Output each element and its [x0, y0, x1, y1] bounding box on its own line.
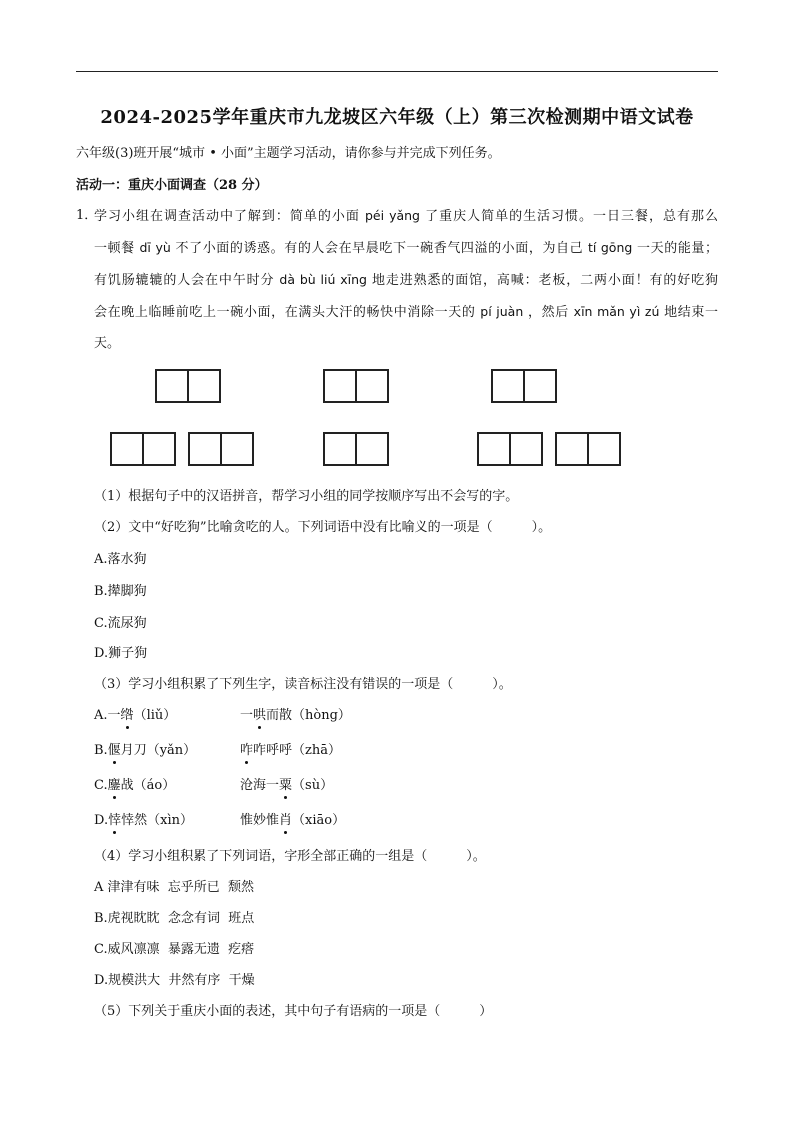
sub-question-5: （5）下列关于重庆小面的表述，其中句子有语病的一项是（ ）: [94, 1004, 493, 1019]
option-2b[interactable]: B.撵脚狗: [94, 584, 147, 599]
option-4b[interactable]: B.虎视眈眈 念念有词 班点: [94, 911, 255, 926]
option-3d-right[interactable]: 惟妙惟肖（xiāo）: [240, 813, 346, 828]
answer-box-7[interactable]: [477, 432, 543, 466]
pinyin-dabuliuxing: dà bù liú xīng: [279, 272, 367, 287]
passage-line-4: 会在晚上临睡前吃上一碗小面，在满头大汗的畅快中消除一天的 pí juàn ，然后 xīn mǎn yì zú 地结束一: [94, 304, 719, 320]
answer-box-2[interactable]: [323, 369, 389, 403]
sub-question-2: （2）文中“好吃狗”比喻贪吃的人。下列词语中没有比喻义的一项是（ ）。: [94, 520, 552, 535]
answer-box-8[interactable]: [555, 432, 621, 466]
answer-box-1[interactable]: [155, 369, 221, 403]
answer-box-3[interactable]: [491, 369, 557, 403]
pinyin-pijuan: pí juàn: [480, 304, 524, 319]
activity-heading: 活动一：重庆小面调查（28 分）: [76, 178, 268, 193]
option-3c-left[interactable]: C.鏖战（áo）: [94, 778, 176, 793]
intro-text: 六年级(3)班开展“城市 • 小面”主题学习活动，请你参与并完成下列任务。: [76, 146, 501, 161]
option-3c-right[interactable]: 沧海一粟（sù）: [240, 778, 334, 793]
option-4c[interactable]: C.威风凛凛 暴露无遗 疙瘩: [94, 942, 255, 957]
passage-line-3: 有饥肠辘辘的人会在中午时分 dà bù liú xīng 地走进熟悉的面馆，高喊：老板，二两小面！有的好吃狗: [94, 272, 718, 288]
header-rule: [76, 71, 718, 72]
option-2a[interactable]: A.落水狗: [94, 552, 147, 567]
option-2d[interactable]: D.狮子狗: [94, 646, 148, 661]
option-3b-right[interactable]: 咋咋呼呼（zhā）: [240, 743, 341, 758]
pinyin-peiyang: péi yǎng: [365, 208, 420, 223]
sub-question-3: （3）学习小组积累了下列生字，读音标注没有错误的一项是（ ）。: [94, 677, 512, 692]
option-3d-left[interactable]: D.悻悻然（xìn）: [94, 813, 193, 828]
passage-line-2: 一顿餐 dī yù 不了小面的诱惑。有的人会在早晨吃下一碗香气四溢的小面，为自己 tí gōng 一天的能量；: [94, 240, 718, 256]
pinyin-xinmanyizu: xīn mǎn yì zú: [573, 304, 660, 319]
option-4a[interactable]: A 津津有味 忘乎所已 颓然: [94, 880, 255, 895]
answer-box-5[interactable]: [188, 432, 254, 466]
sub-question-4: （4）学习小组积累了下列词语，字形全部正确的一组是（ ）。: [94, 849, 486, 864]
page-title: 2024-2025学年重庆市九龙坡区六年级（上）第三次检测期中语文试卷: [100, 107, 694, 128]
option-3a-left[interactable]: A.一绺（liǔ）: [94, 708, 177, 723]
pinyin-tigong: tí gōng: [587, 240, 633, 255]
option-2c[interactable]: C.流尿狗: [94, 616, 147, 631]
sub-question-1: （1）根据句子中的汉语拼音，帮学习小组的同学按顺序写出不会写的字。: [94, 489, 519, 504]
answer-box-6[interactable]: [323, 432, 389, 466]
option-3b-left[interactable]: B.偃月刀（yǎn）: [94, 743, 197, 758]
passage-line-1: 学习小组在调查活动中了解到：简单的小面 péi yǎng 了重庆人简单的生活习惯。一日三餐，总有那么: [94, 208, 718, 224]
option-3a-right[interactable]: 一哄而散（hòng）: [240, 708, 351, 723]
passage-line-5: 天。: [94, 336, 121, 351]
answer-box-4[interactable]: [110, 432, 176, 466]
option-4d[interactable]: D.规模洪大 井然有序 干燥: [94, 973, 255, 988]
pinyin-diyu: dī yù: [139, 240, 171, 255]
question-number: 1．: [76, 208, 98, 223]
